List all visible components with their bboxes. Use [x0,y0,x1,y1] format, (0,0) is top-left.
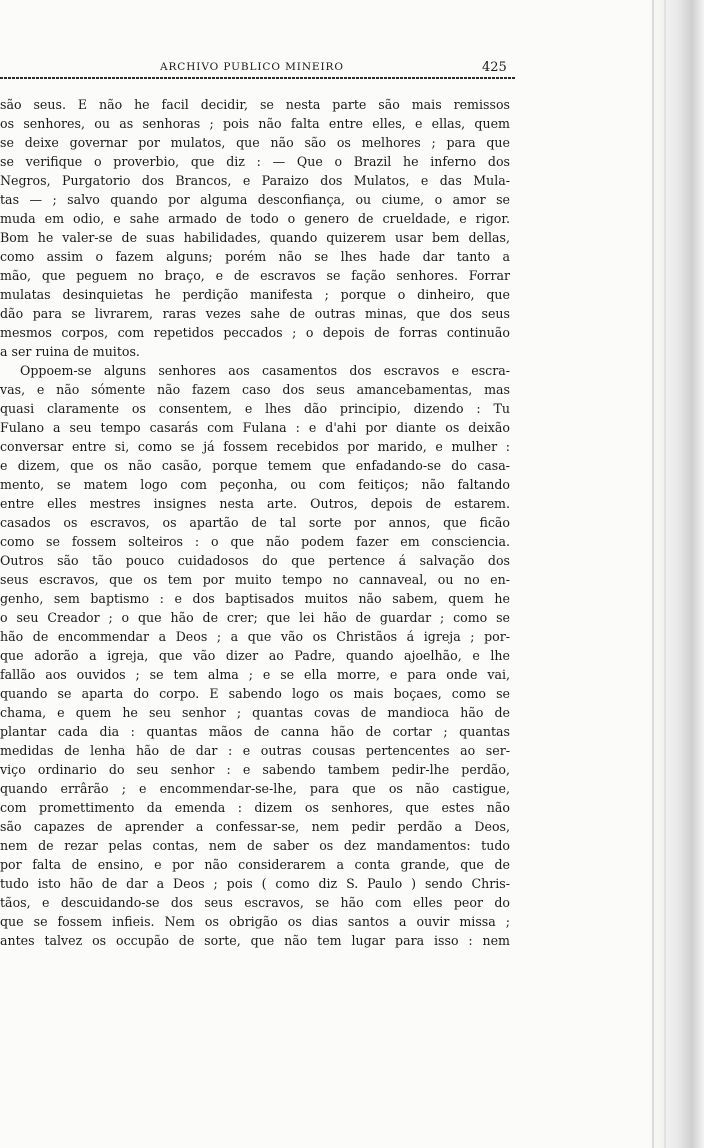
text-line: Oppoem-se alguns senhores aos casamentos dos escravos e escra- [20,363,510,378]
header-rule [0,77,516,79]
text-line: que adorão a igreja, que vão dizer ao Padre, quando ajoelhão, e lhe [0,648,510,663]
body-text [0,95,510,950]
text-line: conversar entre si, como se já fossem recebidos por marido, e mulher : [0,439,510,454]
text-line: fallão aos ouvidos ; se tem alma ; e se ella morre, e para onde vai, [0,667,510,682]
text-line: Bom he valer-se de suas habilidades, quando quizerem usar bem dellas, [0,230,510,245]
text-line: como assim o fazem alguns; porém não se lhes hade dar tanto a [0,249,510,264]
text-line: são capazes de aprender a confessar-se, nem pedir perdão a Deos, [0,819,510,834]
text-line: por falta de ensino, e por não considerarem a conta grande, que de [0,857,510,872]
text-line: se verifique o proverbio, que diz : — Que o Brazil he inferno dos [0,154,510,169]
text-line: os senhores, ou as senhoras ; pois não falta entre elles, e ellas, quem [0,116,510,131]
text-line: genho, sem baptismo : e dos baptisados muitos não sabem, quem he [0,591,510,606]
text-line: entre elles mestres insignes nesta arte. Outros, depois de estarem. [0,496,510,511]
paragraph-1 [0,95,510,361]
text-line: seus escravos, que os tem por muito tempo no cannaveal, ou no en- [0,572,510,587]
scan-artifact-line [664,0,666,1148]
text-line: vas, e não sómente não fazem caso dos seus amancebamentas, mas [0,382,510,397]
text-line: Fulano a seu tempo casarás com Fulana : e d'ahi por diante os deixão [0,420,510,435]
text-line: viço ordinario do seu senhor : e sabendo tambem pedir-lhe perdão, [0,762,510,777]
text-line: plantar cada dia : quantas mãos de canna hão de cortar ; quantas [0,724,510,739]
paragraph-2 [0,361,510,950]
text-line: hão de encommendar a Deos ; a que vão os Christãos á igreja ; por- [0,629,510,644]
running-head: ARCHIVO PUBLICO MINEIRO [160,61,344,73]
text-line: são seus. E não he facil decidir, se nesta parte são mais remissos [0,97,510,112]
text-line: chama, e quem he seu senhor ; quantas covas de mandioca hão de [0,705,510,720]
text-line: Negros, Purgatorio dos Brancos, e Paraizo dos Mulatos, e das Mula- [0,173,510,188]
text-line: antes talvez os occupão de sorte, que não tem lugar para isso : nem [0,933,510,948]
text-line: quasi claramente os consentem, e lhes dão principio, dizendo : Tu [0,401,510,416]
text-line: tãos, e descuidando-se dos seus escravos, se hão com elles peor do [0,895,510,910]
text-line: Outros são tão pouco cuidadosos do que pertence á salvação dos [0,553,510,568]
text-line: como se fossem solteiros : o que não podem fazer em consciencia. [0,534,510,549]
text-line: a ser ruina de muitos. [0,344,140,359]
text-line: nem de rezar pelas contas, nem de saber os dez mandamentos: tudo [0,838,510,853]
scan-artifact-line [652,0,654,1148]
text-line: medidas de lenha hão de dar : e outras cousas pertencentes ao ser- [0,743,510,758]
page-number: 425 [482,60,507,75]
text-line: se deixe governar por mulatos, que não são os melhores ; para que [0,135,510,150]
text-line: tudo isto hão de dar a Deos ; pois ( como diz S. Paulo ) sendo Chris- [0,876,510,891]
text-line: com promettimento da emenda : dizem os senhores, que estes não [0,800,510,815]
text-line: muda em odio, e sahe armado de todo o genero de crueldade, e rigor. [0,211,510,226]
text-line: mão, que peguem no braço, e de escravos se fação senhores. Forrar [0,268,510,283]
text-line: dão para se livrarem, raras vezes sahe de outras minas, que dos seus [0,306,510,321]
text-line: tas — ; salvo quando por alguma desconfiança, ou ciume, o amor se [0,192,510,207]
text-line: mulatas desinquietas he perdição manifesta ; porque o dinheiro, que [0,287,510,302]
text-line: o seu Creador ; o que hão de crer; que lei hão de guardar ; como se [0,610,510,625]
text-line: mesmos corpos, com repetidos peccados ; o depois de forras continuão [0,325,510,340]
text-line: e dizem, que os não casão, porque temem que enfadando-se do casa- [0,458,510,473]
text-line: quando errârão ; e encommendar-se-lhe, para que os não castigue, [0,781,510,796]
text-line: mento, se matem logo com peçonha, ou com feitiços; não faltando [0,477,510,492]
text-line: quando se aparta do corpo. E sabendo logo os mais boçaes, como se [0,686,510,701]
text-line: casados os escravos, os apartão de tal sorte por annos, que ficão [0,515,510,530]
text-line: que se fossem infieis. Nem os obrigão os dias santos a ouvir missa ; [0,914,510,929]
scan-page-edge [648,0,704,1148]
